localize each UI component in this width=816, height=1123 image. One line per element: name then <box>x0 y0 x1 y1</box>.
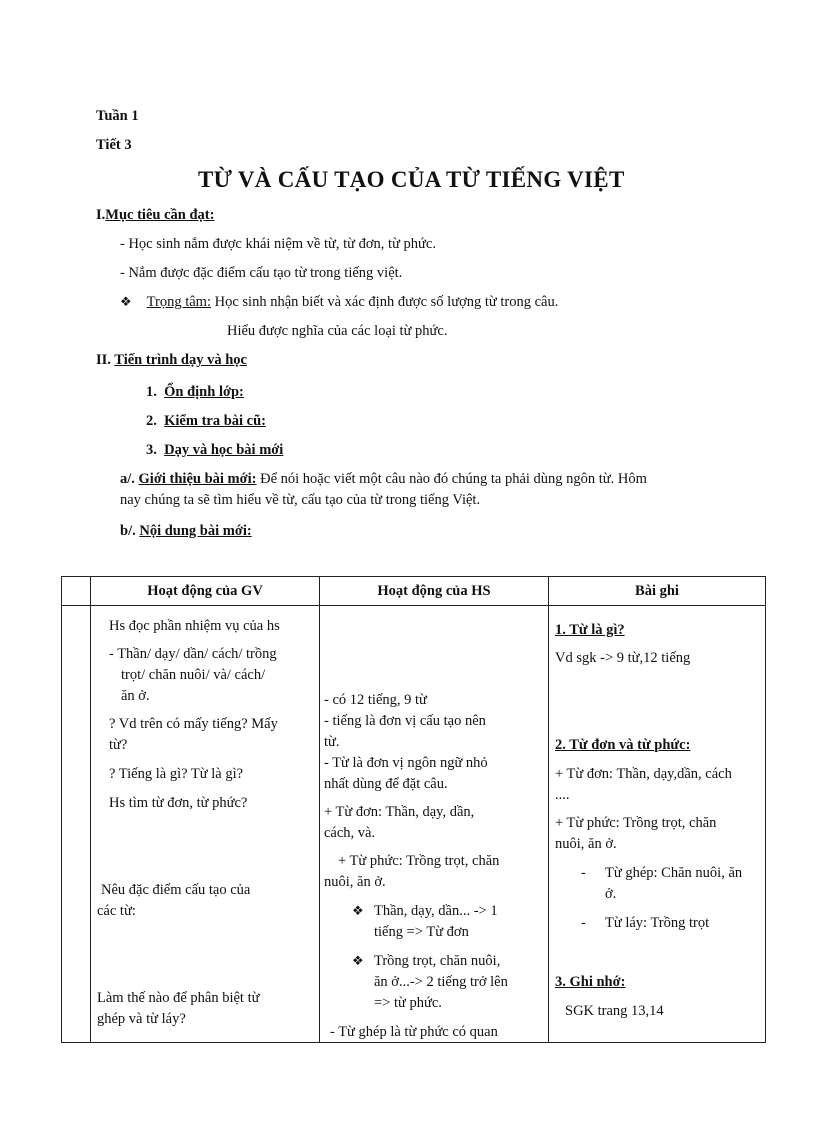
diamond-bullet-icon: ❖ <box>352 953 364 968</box>
notes-heading: 1. Từ là gì? <box>555 622 625 638</box>
hs-line: + Từ đơn: Thần, dạy, dần, <box>324 804 475 820</box>
hs-line: Trồng trọt, chăn nuôi, <box>374 953 501 969</box>
week-label: Tuần 1 <box>96 108 139 124</box>
intro-text-1: Để nói hoặc viết một câu nào đó chúng ta phải dùng ngôn từ. Hôm <box>256 471 647 487</box>
hs-line: cách, và. <box>324 825 376 841</box>
gv-line: Nêu đặc điểm cấu tạo của <box>101 882 251 898</box>
content-label: Nội dung bài mới: <box>139 523 252 539</box>
hs-line: - có 12 tiếng, 9 từ <box>324 692 427 708</box>
gv-line: các từ: <box>97 903 136 919</box>
table-cell-hs <box>320 606 549 1043</box>
gv-line: ? Tiếng là gì? Từ là gì? <box>109 766 244 782</box>
hs-line: - tiếng là đơn vị cấu tạo nên <box>324 713 486 729</box>
hs-line: + Từ phức: Trồng trọt, chăn <box>338 853 500 869</box>
table-header-notes: Bài ghi <box>549 577 766 606</box>
section1-number: I. <box>96 207 106 223</box>
intro-prefix: a/. <box>120 471 135 487</box>
notes-line: + Từ đơn: Thần, dạy,dần, cách <box>555 766 732 782</box>
gv-line: ghép và từ láy? <box>97 1011 186 1027</box>
hs-line: => từ phức. <box>374 995 442 1011</box>
focus-line <box>120 294 558 311</box>
notes-dash: - <box>581 915 586 931</box>
notes-line: Từ láy: Trồng trọt <box>605 915 710 931</box>
step-3-number: 3. <box>146 442 157 458</box>
focus-label: Trọng tâm: <box>146 294 211 310</box>
notes-line: ở. <box>605 886 617 902</box>
hs-line: nuôi, ăn ở. <box>324 874 386 890</box>
table-header-hs: Hoạt động của HS <box>320 577 549 606</box>
focus-text: Học sinh nhận biết và xác định được số lượng từ trong câu. <box>210 294 559 310</box>
hs-line: - Từ ghép là từ phức có quan <box>330 1024 498 1040</box>
diamond-bullet-icon: ❖ <box>352 903 364 918</box>
focus-text-2: Hiểu được nghĩa của các loại từ phức. <box>227 323 448 339</box>
content-prefix: b/. <box>120 523 136 539</box>
objective-item-2: - Nắm được đặc điểm cấu tạo từ trong tiếng việt. <box>120 265 403 281</box>
section1-heading <box>96 207 214 224</box>
hs-line: từ. <box>324 734 340 750</box>
table-cell-notes <box>549 606 766 1043</box>
intro-line-1 <box>120 471 647 488</box>
hs-line: Thần, dạy, dần... -> 1 <box>374 903 498 919</box>
gv-line: ăn ở. <box>121 688 150 704</box>
table-cell-blank <box>62 606 91 1043</box>
table-header-gv: Hoạt động của GV <box>91 577 320 606</box>
notes-line: Vd sgk -> 9 từ,12 tiếng <box>555 650 691 666</box>
step-2-number: 2. <box>146 413 157 429</box>
step-1 <box>146 384 244 401</box>
step-3-label: Dạy và học bài mới <box>164 442 284 458</box>
step-2-label: Kiểm tra bài cũ: <box>164 413 267 429</box>
table-header-row <box>62 577 766 606</box>
period-label: Tiết 3 <box>96 137 132 153</box>
gv-line: Làm thế nào để phân biệt từ <box>97 990 260 1006</box>
gv-line: Hs đọc phần nhiệm vụ của hs <box>109 618 280 634</box>
notes-line: Từ ghép: Chăn nuôi, ăn <box>605 865 743 881</box>
notes-line: nuôi, ăn ở. <box>555 836 617 852</box>
page-title: TỪ VÀ CẤU TẠO CỦA TỪ TIẾNG VIỆT <box>198 167 625 192</box>
step-1-number: 1. <box>146 384 157 400</box>
content-heading <box>120 523 252 540</box>
lesson-table <box>61 576 766 1043</box>
step-3 <box>146 442 283 459</box>
gv-line: trọt/ chăn nuôi/ và/ cách/ <box>121 667 266 683</box>
section2-title: Tiến trình dạy và học <box>114 352 247 368</box>
gv-line: từ? <box>109 737 128 753</box>
notes-dash: - <box>581 865 586 881</box>
notes-line: .... <box>555 787 570 803</box>
objective-item-1: - Học sinh nắm được khái niệm về từ, từ đơn, từ phức. <box>120 236 436 252</box>
gv-line: ? Vd trên có mấy tiếng? Mấy <box>109 716 278 732</box>
table-cell-gv <box>91 606 320 1043</box>
hs-line: nhất dùng để đặt câu. <box>324 776 448 792</box>
notes-heading: 2. Từ đơn và từ phức: <box>555 737 691 753</box>
intro-line-2: nay chúng ta sẽ tìm hiểu về từ, cấu tạo của từ trong tiếng Việt. <box>120 492 481 508</box>
diamond-bullet-icon: ❖ <box>120 294 132 309</box>
step-1-label: Ổn định lớp: <box>164 384 244 400</box>
section2-number: II. <box>96 352 111 368</box>
table-header-blank <box>62 577 91 606</box>
notes-line: SGK trang 13,14 <box>565 1003 664 1019</box>
hs-line: - Từ là đơn vị ngôn ngữ nhỏ <box>324 755 488 771</box>
section1-title: Mục tiêu cần đạt: <box>105 207 215 223</box>
hs-line: tiếng => Từ đơn <box>374 924 469 940</box>
step-2 <box>146 413 266 430</box>
intro-label: Giới thiệu bài mới: <box>138 471 257 487</box>
section2-heading <box>96 352 247 369</box>
notes-heading: 3. Ghi nhớ: <box>555 974 626 990</box>
table-row <box>62 606 766 1043</box>
notes-line: + Từ phức: Trồng trọt, chăn <box>555 815 717 831</box>
hs-line: ăn ở...-> 2 tiếng trở lên <box>374 974 508 990</box>
gv-line: - Thần/ dạy/ dần/ cách/ trồng <box>109 646 277 662</box>
gv-line: Hs tìm từ đơn, từ phức? <box>109 795 248 811</box>
